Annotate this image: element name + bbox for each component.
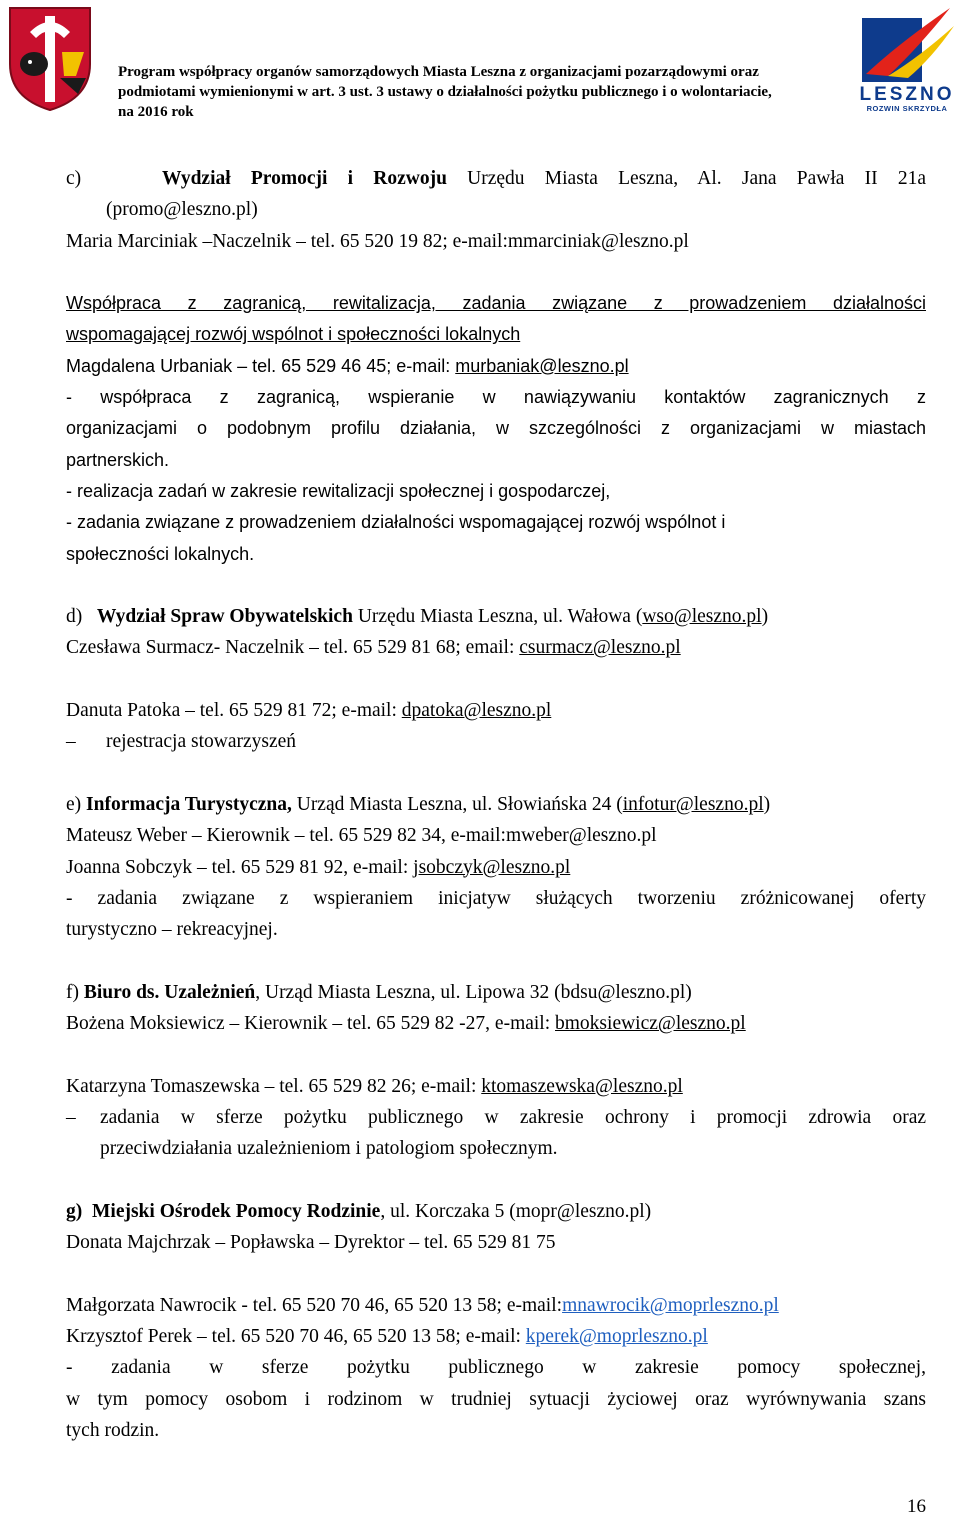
section-g-head: Donata Majchrzak – Popławska – Dyrektor – tel. 65 529 81 75 bbox=[66, 1232, 556, 1254]
leszno-logo bbox=[858, 4, 956, 112]
logo-slogan: ROZWIN SKRZYDŁA bbox=[866, 104, 948, 113]
email-link[interactable]: murbaniak@leszno.pl bbox=[455, 355, 629, 376]
section-c-task3b: społeczności lokalnych. bbox=[66, 543, 255, 564]
section-d-person: Danuta Patoka – tel. 65 529 81 72; e-mail: dpatoka@leszno.pl bbox=[66, 700, 552, 722]
section-f-task-b: przeciwdziałania uzależnieniom i patologiom społecznym. bbox=[100, 1138, 558, 1160]
email-link[interactable]: kperek@moprleszno.pl bbox=[525, 1325, 708, 1347]
section-c-task1c: partnerskich. bbox=[66, 449, 170, 470]
section-g-person1: Małgorzata Nawrocik - tel. 65 520 70 46, 65 520 13 58; e-mail:mnawrocik@moprleszno.pl bbox=[66, 1294, 779, 1316]
document-body bbox=[66, 163, 926, 1446]
logo-word: LESZNO bbox=[859, 84, 955, 105]
email-link[interactable]: wso@leszno.pl bbox=[642, 606, 762, 628]
section-g-person2: Krzysztof Perek – tel. 65 520 70 46, 65 520 13 58; e-mail: kperek@moprleszno.pl bbox=[66, 1325, 708, 1347]
section-c-title: c) Wydział Promocji i Rozwoju Urzędu Miasta Leszna, Al. Jana Pawła II 21a bbox=[66, 168, 927, 189]
leszno-logo-icon bbox=[858, 4, 956, 84]
section-c-task2: - realizacja zadań w zakresie rewitalizacji społecznej i gospodarczej, bbox=[66, 480, 611, 501]
section-f-title: f) Biuro ds. Uzależnień, Urząd Miasta Leszna, ul. Lipowa 32 (bdsu@leszno.pl) bbox=[66, 981, 692, 1003]
email-link[interactable]: mnawrocik@moprleszno.pl bbox=[562, 1294, 779, 1316]
section-c-subtitle: Współpraca z zagranicą, rewitalizacja, zadania związane z prowadzeniem działalności bbox=[66, 293, 926, 314]
email-link[interactable]: infotur@leszno.pl bbox=[622, 793, 764, 815]
section-c-head: Maria Marciniak –Naczelnik – tel. 65 520 19 82; e-mail:mmarciniak@leszno.pl bbox=[66, 230, 689, 252]
email-link[interactable]: jsobczyk@leszno.pl bbox=[413, 856, 571, 878]
email-link[interactable]: bmoksiewicz@leszno.pl bbox=[555, 1013, 746, 1035]
section-e-head: Mateusz Weber – Kierownik – tel. 65 529 82 34, e-mail:mweber@leszno.pl bbox=[66, 825, 657, 847]
page-header bbox=[0, 0, 960, 130]
section-d-title: d) Wydział Spraw Obywatelskich Urzędu Miasta Leszna, ul. Wałowa (wso@leszno.pl) bbox=[66, 606, 769, 628]
section-c-task3: - zadania związane z prowadzeniem działalności wspomagającej rozwój wspólnot i bbox=[66, 512, 726, 533]
section-d-task: – rejestracja stowarzyszeń bbox=[66, 731, 297, 753]
section-g-title: g) Miejski Ośrodek Pomocy Rodzinie, ul. Korczaka 5 (mopr@leszno.pl) bbox=[66, 1200, 652, 1222]
email-link[interactable]: csurmacz@leszno.pl bbox=[519, 637, 681, 659]
section-g-task: - zadania w sferze pożytku publicznego w zakresie pomocy społecznej, bbox=[66, 1357, 926, 1379]
section-c-subtitle-2: wspomagającej rozwój wspólnot i społeczności lokalnych bbox=[66, 324, 521, 345]
section-c-task1: - współpraca z zagranicą, wspieranie w nawiązywaniu kontaktów zagranicznych z bbox=[66, 387, 926, 408]
section-f-person: Katarzyna Tomaszewska – tel. 65 529 82 26; e-mail: ktomaszewska@leszno.pl bbox=[66, 1075, 683, 1097]
section-e-title: e) Informacja Turystyczna, Urząd Miasta Leszna, ul. Słowiańska 24 (infotur@leszno.pl) bbox=[66, 793, 771, 815]
section-f-task: – zadania w sferze pożytku publicznego w zakresie ochrony i promocji zdrowia oraz bbox=[66, 1106, 926, 1128]
section-e-task: - zadania związane z wspieraniem inicjatyw służących tworzeniu zróżnicowanej oferty bbox=[66, 887, 926, 909]
page-number: 16 bbox=[907, 1496, 926, 1517]
section-d-head: Czesława Surmacz- Naczelnik – tel. 65 529 81 68; email: csurmacz@leszno.pl bbox=[66, 637, 681, 659]
email-link[interactable]: ktomaszewska@leszno.pl bbox=[481, 1075, 683, 1097]
section-g-task-b: w tym pomocy osobom i rodzinom w trudniej sytuacji życiowej oraz wyrównywania szans bbox=[66, 1388, 926, 1410]
section-e-task-b: turystyczno – rekreacyjnej. bbox=[66, 919, 278, 941]
section-e-person: Joanna Sobczyk – tel. 65 529 81 92, e-mail: jsobczyk@leszno.pl bbox=[66, 856, 571, 878]
section-f-head: Bożena Moksiewicz – Kierownik – tel. 65 529 82 -27, e-mail: bmoksiewicz@leszno.pl bbox=[66, 1013, 746, 1035]
header-title: Program współpracy organów samorządowych Miasta Leszna z organizacjami pozarządowymi oraz podmiotami wymienionymi w art. 3 ust. 3 ustawy o działalności pożytku publicznego i o wolontariacie, na 2016 rok bbox=[118, 64, 772, 120]
section-c-email: (promo@leszno.pl) bbox=[106, 199, 258, 221]
section-g-task-c: tych rodzin. bbox=[66, 1419, 160, 1441]
leszno-crest-icon bbox=[4, 2, 96, 112]
email-link[interactable]: dpatoka@leszno.pl bbox=[401, 700, 552, 722]
section-c-task1b: organizacjami o podobnym profilu działania, w szczególności z organizacjami w miastach bbox=[66, 418, 926, 439]
section-c-person: Magdalena Urbaniak – tel. 65 529 46 45; e-mail: murbaniak@leszno.pl bbox=[66, 355, 629, 376]
